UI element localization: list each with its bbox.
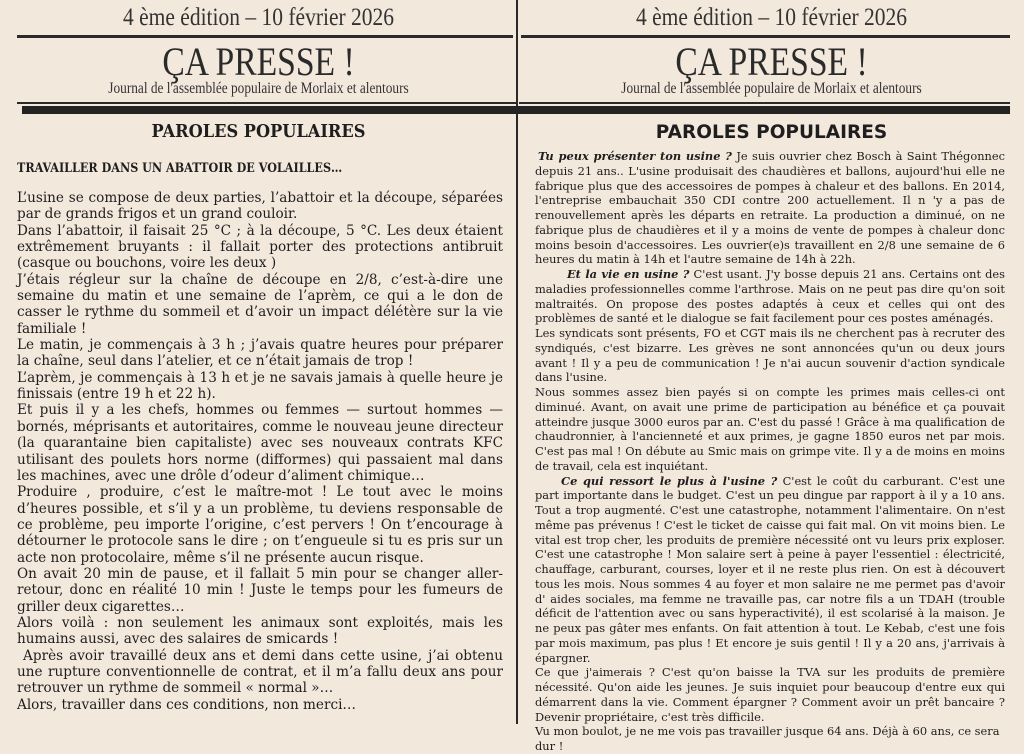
paragraph <box>535 474 1005 666</box>
paragraph: L’aprèm, je commençais à 13 h et je ne savais jamais à quelle heure je finissais (entre 19 h et 22 h). <box>17 369 503 403</box>
paragraph: Ce que j'aimerais ? C'est qu'on baisse la TVA sur les produits de première nécessité. Qu'on aide les jeunes. Je suis inquiet pour beaucoup d'entre eux qui démarrent dans la vie. Comment épargner ? Comment avoir un prêt bancaire ? Devenir propriétaire, c'est très difficile. <box>535 665 1005 724</box>
section-heading: PAROLES POPULAIRES <box>655 122 888 143</box>
question: Ce qui ressort le plus à l'usine ? <box>561 473 778 488</box>
article-body <box>17 190 508 713</box>
paragraph: Après avoir travaillé deux ans et demi dans cette usine, j’ai obtenu une rupture conventionnelle de contrat, et il m’a fallu deux ans pour retrouver un rythme de sommeil « normal »… <box>17 647 508 697</box>
newspaper-title: ÇA PRESSE ! <box>162 39 355 84</box>
paragraph: Les syndicats sont présents, FO et CGT mais ils ne cherchent pas à recruter des syndiqués, c'est bizarre. Les grèves ne sont annoncées qu'un ou deux jours avant ! Il y a peu de communication ! Je n'ai aucun souvenir d'action syndicale dans l'usine. <box>535 326 1005 385</box>
edition-date: 4 ème édition – 10 février 2026 <box>635 4 908 31</box>
interview-body <box>535 149 1005 754</box>
newspaper-title: ÇA PRESSE ! <box>675 39 868 84</box>
edition-date: 4 ème édition – 10 février 2026 <box>122 4 395 31</box>
answer: C'est usant. J'y bosse depuis 21 ans. Certains ont des maladies professionnelles comme l'arthrose. Mais on ne peut pas dire qu'on soit maltraités. On propose des postes adaptés à ceux et celles qui ont des problèmes de santé et le dialogue se fait facilement pour ces postes aménagés. <box>535 267 1005 326</box>
answer: C'est le coût du carburant. C'est une part importante dans le budget. C'est un peu dingue par rapport à il y a 10 ans. Tout a trop augmenté. C'est une catastrophe, notamment l'alimentaire. On n'est même pas prévenus ! C'est le ticket de caisse qui fait mal. On vit moins bien. Le vital est trop cher, les produits de première nécessité ont vu leurs prix exploser. C'est une catastrophe ! Mon salaire sert à peine à payer l'essentiel : électricité, chauffage, carburant, courses, loyer et il ne reste plus rien. On est à découvert tous les mois. Nous sommes 4 au foyer et mon salaire ne me permet pas d'avoir d' aides sociales, ma femme ne travaille pas, car notre fils a un TDAH (trouble déficit de l'attention avec ou sans hyperactivité), il est scolarisé à la maison. Je ne peux pas gâter mes enfants. On fait attention à tout. Le Kebab, c'est une fois par mois maximum, pas plus ! Et encore je suis gentil ! Il y a 20 ans, j'arrivais à épargner. <box>535 473 1005 665</box>
question: Tu peux présenter ton usine ? <box>538 149 732 163</box>
paragraph: Alors, travailler dans ces conditions, non merci… <box>17 696 357 713</box>
header-rule <box>17 102 517 104</box>
paragraph: J’étais régleur sur la chaîne de découpe en 2/8, c’est-à-dire une semaine du matin et une semaine de l’aprèm, ce qui a le don de casser le rythme du sommeil et d’avoir un impact délétère sur la vie familiale ! <box>17 271 503 337</box>
article-kicker: TRAVAILLER DANS UN ABATTOIR DE VOLAILLES… <box>17 161 343 176</box>
paragraph: Et puis il y a les chefs, hommes ou femmes — surtout hommes — bornés, méprisants et autoritaires, comme le nouveau jeune directeur (la quarantaine bien capitaliste) avec ses nouveaux contrats KFC utilisant des poulets hors norme (difformes) qui passaient mal dans les machines, avec une drôle d’odeur d’aliment chimique… <box>17 402 503 484</box>
paragraph: Vu mon boulot, je ne me vois pas travailler jusque 64 ans. Déjà à 60 ans, ce sera dur ! <box>535 724 1000 753</box>
paragraph: On avait 20 min de pause, et il fallait 5 min pour se changer aller-retour, donc en réalité 10 min ! Juste le temps pour les fumeurs de griller deux cigarettes… <box>17 565 503 615</box>
header-rule <box>519 102 1010 104</box>
paragraph: Dans l’abattoir, il faisait 25 °C ; à la découpe, 5 °C. Les deux étaient extrêmement bruyants : il fallait porter des protections antibruit (casque ou bouchons, voire les deux ) <box>17 222 503 272</box>
question: Et la vie en usine ? <box>567 267 690 281</box>
paragraph: L’usine se compose de deux parties, l’abattoir et la découpe, séparées par de grands frigos et un grand couloir. <box>17 190 503 223</box>
paragraph: Produire , produire, c’est le maître-mot ! Le tout avec le moins d’heures possible, et s’il y a un problème, tu deviens responsable de ce problème, peu importe l’origine, c’est pervers ! On t’encourage à détourner le protocole sans le dire ; on t’engueule si tu es pris sur un acte non protocolaire, même s’il ne présente aucun risque. <box>17 484 503 566</box>
paragraph: Nous sommes assez bien payés si on compte les primes mais celles-ci ont diminué. Avant, on avait une prime de participation au bénéfice et ça pouvait atteindre jusque 3000 euros par an. C'est du passé ! Grâce à ma qualification de chaudronnier, à l'ancienneté et aux primes, je gagne 1850 euros net par mois. C'est pas mal ! On débute au Smic mais on grimpe vite. Il y a de moins en moins de travail, cela est inquiétant. <box>535 385 1005 473</box>
answer: Je suis ouvrier chez Bosch à Saint Thégonnec depuis 21 ans.. L'usine produisait des chaudières et ballons, aujourd'hui elle ne fabrique plus que des accessoires de pompes à chaleur et des ballons. En 2014, l'entreprise embauchait 350 CDI contre 200 actuellement. Il n 'y a pas de renouvellement après les départs en retraite. La production a diminué, on ne fabrique plus de chaudières et il y a moins de vente de pompes à chaleur donc moins besoin d'accessoires. Les ouvrier(e)s travaillent en 2/8 une semaine de 6 heures du matin à 14h et l'autre semaine de 14h à 22h. <box>535 149 1005 267</box>
newspaper-subtitle: Journal de l'assemblée populaire de Morlaix et alentours <box>621 80 922 97</box>
paragraph <box>535 149 1005 267</box>
paragraph: Alors voilà : non seulement les animaux sont exploités, mais les humains aussi, avec des salaires de smicards ! <box>17 614 503 648</box>
section-heading: PAROLES POPULAIRES <box>151 121 366 142</box>
left-page <box>0 0 517 724</box>
paragraph <box>535 267 1005 326</box>
paragraph: Le matin, je commençais à 3 h ; j’avais quatre heures pour préparer la chaîne, seul dans l’atelier, et ce n’était jamais de trop ! <box>17 337 503 370</box>
right-page <box>519 0 1024 753</box>
newspaper-subtitle: Journal de l'assemblée populaire de Morlaix et alentours <box>108 80 409 97</box>
